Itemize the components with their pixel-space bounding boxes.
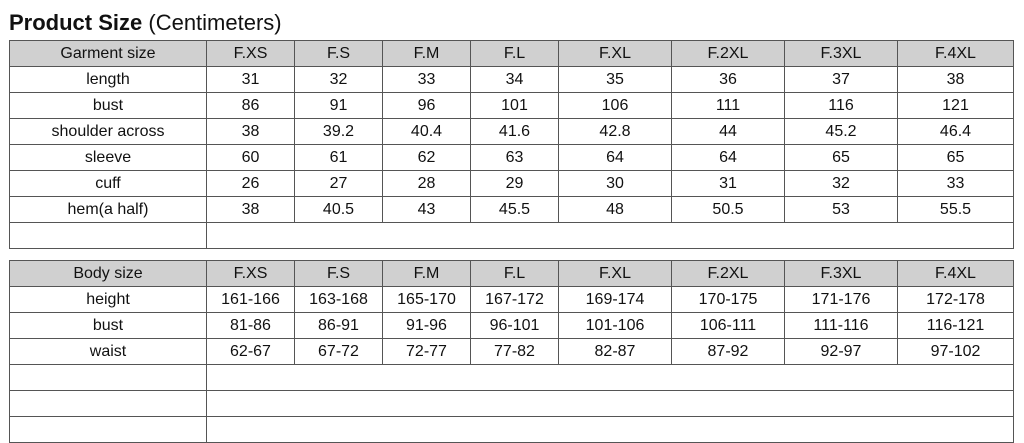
empty-value-cell <box>207 391 1014 417</box>
value-cell: 46.4 <box>898 119 1014 145</box>
value-cell: 111 <box>672 93 785 119</box>
value-cell: 53 <box>785 197 898 223</box>
value-cell: 77-82 <box>471 339 559 365</box>
value-cell: 45.5 <box>471 197 559 223</box>
value-cell: 41.6 <box>471 119 559 145</box>
value-cell: 116-121 <box>898 313 1014 339</box>
value-cell: 165-170 <box>383 287 471 313</box>
row-label-cell: sleeve <box>10 145 207 171</box>
empty-row <box>10 365 1014 391</box>
row-label-cell: length <box>10 67 207 93</box>
value-cell: 62-67 <box>207 339 295 365</box>
row-label-cell: height <box>10 287 207 313</box>
value-cell: 172-178 <box>898 287 1014 313</box>
empty-value-cell <box>207 365 1014 391</box>
value-cell: 39.2 <box>295 119 383 145</box>
size-header-cell: F.4XL <box>898 41 1014 67</box>
size-header-cell: F.3XL <box>785 261 898 287</box>
value-cell: 61 <box>295 145 383 171</box>
header-label-cell: Body size <box>10 261 207 287</box>
title-main: Product Size <box>9 10 143 35</box>
value-cell: 38 <box>898 67 1014 93</box>
value-cell: 170-175 <box>672 287 785 313</box>
body-size-table <box>9 260 1014 443</box>
value-cell: 67-72 <box>295 339 383 365</box>
row-label-cell: waist <box>10 339 207 365</box>
value-cell: 96-101 <box>471 313 559 339</box>
value-cell: 97-102 <box>898 339 1014 365</box>
empty-row <box>10 223 1014 249</box>
value-cell: 43 <box>383 197 471 223</box>
value-cell: 106-111 <box>672 313 785 339</box>
value-cell: 111-116 <box>785 313 898 339</box>
value-cell: 31 <box>672 171 785 197</box>
value-cell: 40.4 <box>383 119 471 145</box>
row-label-cell: bust <box>10 313 207 339</box>
size-header-cell: F.L <box>471 261 559 287</box>
table-row <box>10 67 1014 93</box>
value-cell: 36 <box>672 67 785 93</box>
value-cell: 121 <box>898 93 1014 119</box>
table-header-row <box>10 261 1014 287</box>
size-header-cell: F.2XL <box>672 261 785 287</box>
value-cell: 28 <box>383 171 471 197</box>
size-header-cell: F.XL <box>559 41 672 67</box>
value-cell: 60 <box>207 145 295 171</box>
size-header-cell: F.XS <box>207 41 295 67</box>
table-header-row <box>10 41 1014 67</box>
size-header-cell: F.S <box>295 261 383 287</box>
value-cell: 30 <box>559 171 672 197</box>
size-header-cell: F.M <box>383 41 471 67</box>
value-cell: 91-96 <box>383 313 471 339</box>
garment-size-table <box>9 40 1014 249</box>
value-cell: 35 <box>559 67 672 93</box>
empty-label-cell <box>10 223 207 249</box>
empty-label-cell <box>10 391 207 417</box>
value-cell: 55.5 <box>898 197 1014 223</box>
value-cell: 31 <box>207 67 295 93</box>
value-cell: 169-174 <box>559 287 672 313</box>
value-cell: 48 <box>559 197 672 223</box>
value-cell: 167-172 <box>471 287 559 313</box>
size-header-cell: F.XL <box>559 261 672 287</box>
value-cell: 96 <box>383 93 471 119</box>
table-row <box>10 313 1014 339</box>
value-cell: 32 <box>785 171 898 197</box>
value-cell: 27 <box>295 171 383 197</box>
size-header-cell: F.M <box>383 261 471 287</box>
value-cell: 29 <box>471 171 559 197</box>
size-header-cell: F.L <box>471 41 559 67</box>
value-cell: 33 <box>383 67 471 93</box>
row-label-cell: hem(a half) <box>10 197 207 223</box>
value-cell: 101 <box>471 93 559 119</box>
value-cell: 163-168 <box>295 287 383 313</box>
table-row <box>10 339 1014 365</box>
value-cell: 32 <box>295 67 383 93</box>
value-cell: 38 <box>207 197 295 223</box>
size-header-cell: F.S <box>295 41 383 67</box>
size-header-cell: F.4XL <box>898 261 1014 287</box>
title-unit: (Centimeters) <box>148 10 282 35</box>
value-cell: 81-86 <box>207 313 295 339</box>
table-row <box>10 145 1014 171</box>
value-cell: 171-176 <box>785 287 898 313</box>
table-row <box>10 119 1014 145</box>
value-cell: 44 <box>672 119 785 145</box>
size-header-cell: F.XS <box>207 261 295 287</box>
size-header-cell: F.3XL <box>785 41 898 67</box>
value-cell: 26 <box>207 171 295 197</box>
row-label-cell: bust <box>10 93 207 119</box>
value-cell: 65 <box>785 145 898 171</box>
table-row <box>10 287 1014 313</box>
table-row <box>10 197 1014 223</box>
value-cell: 45.2 <box>785 119 898 145</box>
value-cell: 38 <box>207 119 295 145</box>
value-cell: 101-106 <box>559 313 672 339</box>
value-cell: 106 <box>559 93 672 119</box>
value-cell: 86-91 <box>295 313 383 339</box>
row-label-cell: shoulder across <box>10 119 207 145</box>
value-cell: 87-92 <box>672 339 785 365</box>
header-label-cell: Garment size <box>10 41 207 67</box>
page-title <box>9 8 282 38</box>
value-cell: 92-97 <box>785 339 898 365</box>
value-cell: 64 <box>672 145 785 171</box>
value-cell: 62 <box>383 145 471 171</box>
value-cell: 50.5 <box>672 197 785 223</box>
empty-value-cell <box>207 223 1014 249</box>
value-cell: 86 <box>207 93 295 119</box>
empty-row <box>10 391 1014 417</box>
value-cell: 33 <box>898 171 1014 197</box>
value-cell: 161-166 <box>207 287 295 313</box>
value-cell: 34 <box>471 67 559 93</box>
table-row <box>10 93 1014 119</box>
value-cell: 63 <box>471 145 559 171</box>
size-header-cell: F.2XL <box>672 41 785 67</box>
value-cell: 72-77 <box>383 339 471 365</box>
empty-label-cell <box>10 365 207 391</box>
value-cell: 116 <box>785 93 898 119</box>
table-row <box>10 171 1014 197</box>
value-cell: 91 <box>295 93 383 119</box>
value-cell: 64 <box>559 145 672 171</box>
value-cell: 65 <box>898 145 1014 171</box>
row-label-cell: cuff <box>10 171 207 197</box>
value-cell: 37 <box>785 67 898 93</box>
value-cell: 40.5 <box>295 197 383 223</box>
value-cell: 82-87 <box>559 339 672 365</box>
value-cell: 42.8 <box>559 119 672 145</box>
